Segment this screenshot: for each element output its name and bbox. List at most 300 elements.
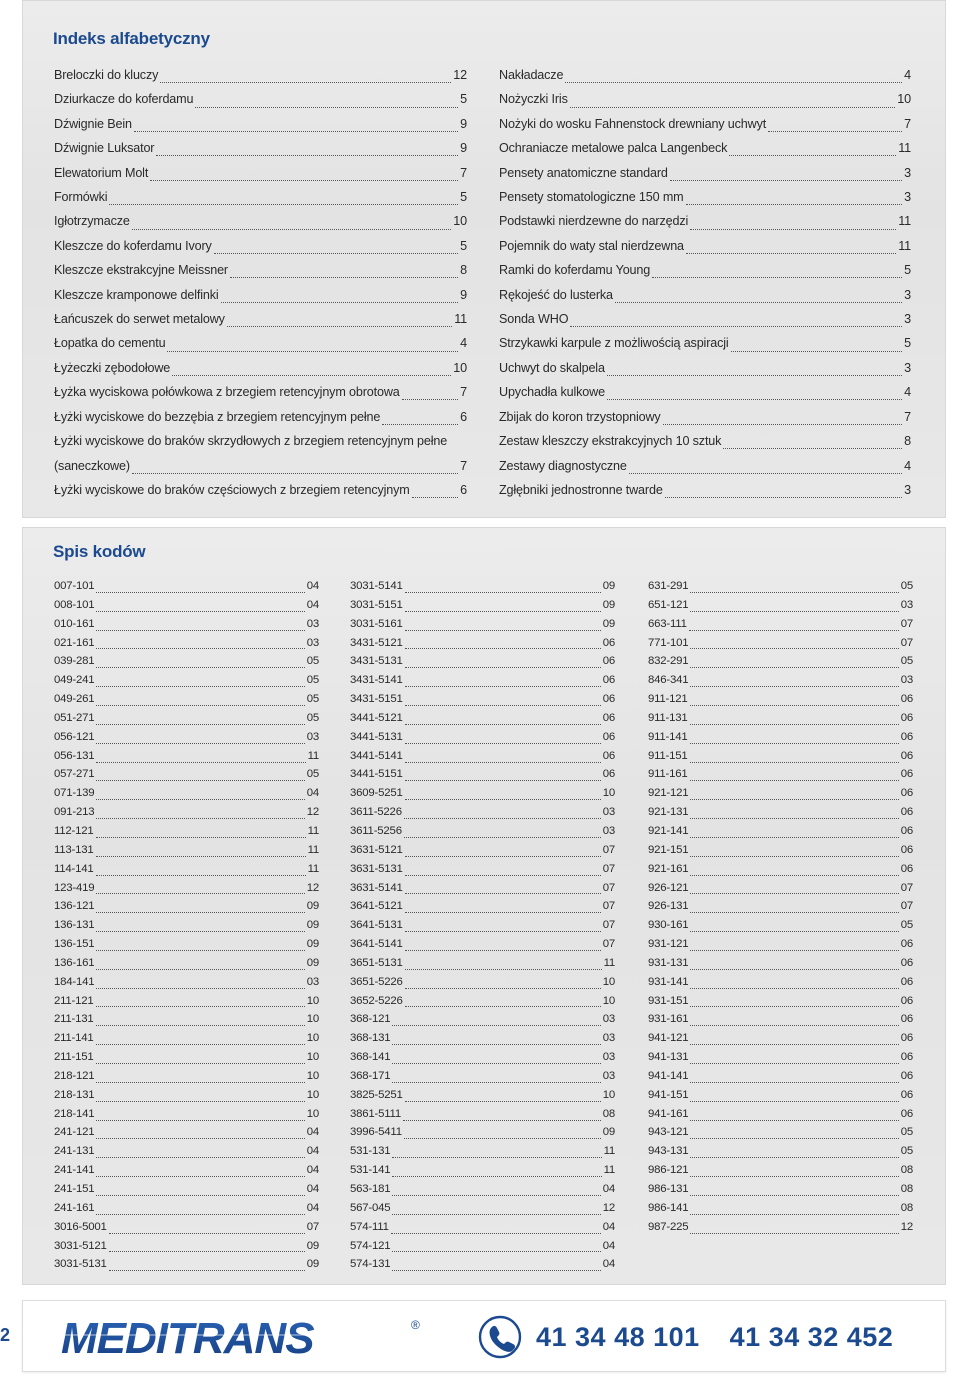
product-code: 218-141 [54, 1107, 95, 1120]
page-number: 2 [0, 1325, 11, 1345]
entry-page: 09 [306, 1239, 319, 1252]
code-entry[interactable] [350, 784, 615, 803]
product-code: 921-121 [648, 787, 689, 800]
entry-page: 08 [900, 1183, 913, 1195]
entry-page: 10 [306, 1032, 319, 1045]
code-entry[interactable] [648, 1142, 913, 1161]
entry-page: 06 [900, 693, 913, 706]
code-entry[interactable] [54, 1048, 319, 1067]
product-code: 3016-5001 [54, 1220, 107, 1233]
index-entry[interactable] [54, 356, 467, 380]
code-entry[interactable] [648, 1218, 913, 1237]
code-entry[interactable] [350, 1029, 615, 1048]
code-entry[interactable] [350, 954, 615, 973]
code-entry[interactable] [648, 615, 913, 634]
product-code: 931-151 [648, 994, 689, 1007]
code-entry[interactable] [54, 765, 319, 784]
entry-page: 09 [602, 1126, 615, 1139]
entry-page: 10 [306, 1107, 319, 1120]
dot-leader [690, 1186, 898, 1196]
entry-name: Łyżki wyciskowe do bezzębia z brzegiem retencyjnym pełne [54, 409, 381, 424]
entry-name: Pojemnik do waty stal nierdzewna [499, 238, 684, 253]
product-code: 911-141 [648, 730, 688, 743]
code-entry[interactable] [350, 577, 615, 596]
code-entry[interactable] [350, 1255, 615, 1274]
code-entry[interactable] [350, 822, 615, 841]
product-code: 3641-5121 [350, 900, 403, 913]
codes-column-2 [350, 577, 615, 1274]
index-entry[interactable] [499, 234, 911, 258]
code-entry[interactable] [54, 992, 319, 1011]
entry-page: 10 [602, 1088, 615, 1101]
entry-page: 05 [306, 674, 319, 687]
dot-leader [96, 1167, 304, 1177]
dot-leader [404, 809, 601, 819]
dot-leader [565, 71, 902, 83]
entry-page: 10 [602, 975, 615, 988]
code-entry[interactable] [54, 728, 319, 747]
product-code: 3441-5131 [350, 730, 403, 743]
entry-name: Pensety stomatologiczne 150 mm [499, 190, 684, 205]
code-entry[interactable] [350, 1048, 615, 1067]
entry-page: 06 [900, 749, 913, 762]
phone-number-2[interactable]: 41 34 32 452 [729, 1321, 894, 1352]
code-entry[interactable] [54, 822, 319, 841]
index-entry[interactable] [54, 331, 467, 355]
code-entry[interactable] [54, 1161, 319, 1180]
code-entry[interactable] [648, 728, 913, 747]
index-entry[interactable] [499, 161, 911, 185]
dot-leader [96, 1205, 304, 1215]
code-entry[interactable] [350, 1237, 615, 1256]
index-entry[interactable] [54, 478, 467, 502]
dot-leader [96, 1186, 304, 1196]
product-code: 3631-5131 [350, 862, 403, 875]
code-entry[interactable] [350, 916, 615, 935]
index-entry[interactable] [54, 185, 467, 209]
code-entry[interactable] [350, 1199, 615, 1218]
index-entry[interactable] [499, 63, 911, 87]
index-entry[interactable] [54, 112, 467, 136]
index-entry[interactable] [54, 87, 467, 111]
index-entry[interactable] [499, 283, 911, 307]
index-entry[interactable] [54, 63, 467, 87]
product-code: 931-131 [648, 956, 689, 969]
entry-page: 06 [900, 787, 913, 800]
product-code: 049-241 [54, 674, 95, 687]
entry-page: 3 [904, 165, 911, 180]
code-entry[interactable] [350, 634, 615, 653]
code-entry[interactable] [648, 671, 913, 690]
index-entry[interactable] [54, 136, 467, 160]
index-entry[interactable] [54, 258, 467, 282]
code-entry[interactable] [648, 935, 913, 954]
code-entry[interactable] [54, 671, 319, 690]
entry-page: 03 [602, 1051, 615, 1064]
entry-page: 06 [602, 655, 615, 668]
code-list-panel [22, 527, 946, 1285]
index-entry[interactable] [499, 454, 911, 478]
index-entry[interactable] [499, 331, 911, 355]
code-entry[interactable] [350, 1086, 615, 1105]
dot-leader [96, 1129, 304, 1139]
entry-page: 03 [602, 824, 615, 837]
phone-numbers [478, 1315, 893, 1359]
entry-name: Ochraniacze metalowe palca Langenbeck [499, 141, 728, 156]
index-entry[interactable] [499, 356, 911, 380]
code-entry[interactable] [350, 935, 615, 954]
code-entry[interactable] [648, 822, 913, 841]
code-entry[interactable] [54, 954, 319, 973]
dot-leader [132, 218, 452, 230]
code-entry[interactable] [648, 652, 913, 671]
dot-leader [405, 922, 601, 932]
dot-leader [405, 979, 601, 989]
product-code: 241-141 [54, 1164, 95, 1177]
entry-page: 09 [306, 1258, 319, 1271]
code-entry[interactable] [54, 596, 319, 615]
entry-page: 12 [900, 1220, 913, 1233]
index-entry[interactable] [54, 234, 467, 258]
dot-leader [405, 583, 601, 593]
dot-leader [392, 1167, 601, 1177]
entry-page: 06 [900, 956, 913, 969]
code-entry[interactable] [648, 596, 913, 615]
code-entry[interactable] [54, 1237, 319, 1256]
index-entry[interactable] [54, 283, 467, 307]
dot-leader [96, 997, 305, 1007]
code-entry[interactable] [54, 1067, 319, 1086]
dot-leader [690, 696, 899, 706]
code-entry[interactable] [648, 784, 913, 803]
code-entry[interactable] [648, 747, 913, 766]
entry-name: Nożyki do wosku Fahnenstock drewniany uchwyt [499, 116, 767, 131]
entry-name: Rękojeść do lusterka [499, 287, 613, 302]
code-entry[interactable] [54, 1199, 319, 1218]
meditrans-logo [57, 1315, 427, 1364]
dot-leader [405, 602, 601, 612]
dot-leader [392, 1054, 600, 1064]
dot-leader [96, 884, 304, 894]
code-entry[interactable] [54, 897, 319, 916]
index-entry[interactable] [54, 307, 467, 331]
index-entry[interactable] [499, 307, 911, 331]
entry-page: 06 [900, 1107, 913, 1120]
dot-leader [629, 462, 902, 474]
index-entry[interactable] [499, 429, 911, 453]
entry-page: 03 [306, 636, 319, 649]
entry-name: Dźwignie Luksator [54, 141, 155, 156]
entry-page: 04 [306, 1164, 319, 1177]
entry-page: 9 [460, 116, 467, 131]
entry-page: 11 [898, 238, 911, 253]
code-entry[interactable] [350, 690, 615, 709]
dot-leader [690, 979, 898, 989]
code-entry[interactable] [54, 784, 319, 803]
index-entry[interactable] [54, 429, 467, 478]
code-entry[interactable] [54, 1086, 319, 1105]
dot-leader [690, 734, 899, 744]
product-code: 3651-5131 [350, 956, 403, 969]
dot-leader [96, 639, 304, 649]
dot-leader [690, 790, 898, 800]
code-entry[interactable] [350, 1010, 615, 1029]
dot-leader [404, 1129, 601, 1139]
dot-leader [167, 340, 458, 352]
code-entry[interactable] [350, 860, 615, 879]
dot-leader [615, 291, 902, 303]
code-entry[interactable] [350, 841, 615, 860]
code-entry[interactable] [648, 634, 913, 653]
dot-leader [690, 847, 898, 857]
dot-leader [690, 1148, 898, 1158]
entry-page: 8 [904, 434, 911, 449]
dot-leader [96, 979, 304, 989]
dot-leader [96, 847, 306, 857]
code-entry[interactable] [54, 1010, 319, 1029]
code-entry[interactable] [54, 747, 319, 766]
index-entry[interactable] [499, 87, 911, 111]
product-code: 211-141 [54, 1032, 94, 1045]
entry-page: 10 [306, 1088, 319, 1101]
code-entry[interactable] [648, 1010, 913, 1029]
dot-leader [96, 715, 304, 725]
index-entry[interactable] [499, 380, 911, 404]
code-entry[interactable] [648, 803, 913, 822]
product-code: 211-121 [54, 994, 94, 1007]
code-entry[interactable] [350, 596, 615, 615]
code-entry[interactable] [648, 765, 913, 784]
code-entry[interactable] [648, 973, 913, 992]
product-code: 3031-5141 [350, 580, 403, 592]
product-code: 921-151 [648, 843, 689, 856]
code-entry[interactable] [648, 992, 913, 1011]
code-entry[interactable] [350, 992, 615, 1011]
product-code: 071-139 [54, 787, 95, 800]
code-entry[interactable] [648, 1161, 913, 1180]
product-code: 846-341 [648, 674, 689, 687]
entry-page: 10 [306, 1069, 319, 1082]
code-entry[interactable] [54, 1255, 319, 1274]
dot-leader [96, 828, 306, 838]
product-code: 241-121 [54, 1126, 95, 1139]
dot-leader [570, 96, 896, 108]
dot-leader [403, 1111, 601, 1121]
code-entry[interactable] [350, 1123, 615, 1142]
product-code: 3441-5151 [350, 768, 403, 781]
dot-leader [729, 144, 896, 156]
index-entry[interactable] [54, 161, 467, 185]
product-code: 986-131 [648, 1183, 689, 1195]
dot-leader [768, 120, 902, 132]
product-code: 049-261 [54, 693, 95, 706]
product-code: 986-121 [648, 1164, 689, 1177]
code-entry[interactable] [350, 1161, 615, 1180]
dot-leader [96, 1035, 305, 1045]
product-code: 039-281 [54, 655, 95, 668]
code-entry[interactable] [54, 1105, 319, 1124]
product-code: 3652-5226 [350, 994, 403, 1007]
dot-leader [96, 941, 304, 951]
code-entry[interactable] [54, 1180, 319, 1199]
index-entry[interactable] [499, 112, 911, 136]
code-entry[interactable] [350, 1218, 615, 1237]
code-entry[interactable] [54, 1123, 319, 1142]
code-entry[interactable] [54, 652, 319, 671]
dot-leader [96, 903, 304, 913]
dot-leader [96, 866, 306, 876]
code-entry[interactable] [648, 577, 913, 596]
index-entry[interactable] [499, 136, 911, 160]
index-entry[interactable] [499, 478, 911, 502]
product-code: 911-131 [648, 711, 688, 724]
code-entry[interactable] [54, 860, 319, 879]
code-entry[interactable] [648, 1029, 913, 1048]
code-entry[interactable] [648, 1105, 913, 1124]
code-entry[interactable] [350, 803, 615, 822]
index-entry[interactable] [499, 258, 911, 282]
product-code: 123-419 [54, 881, 95, 894]
entry-name: Kleszcze ekstrakcyjne Meissner [54, 263, 228, 278]
entry-page: 7 [460, 458, 467, 473]
index-entry[interactable] [499, 405, 911, 429]
dot-leader [96, 621, 304, 631]
code-entry[interactable] [350, 765, 615, 784]
code-entry[interactable] [648, 1199, 913, 1218]
product-code: 241-131 [54, 1145, 95, 1158]
product-code: 941-161 [648, 1107, 689, 1120]
code-entry[interactable] [648, 709, 913, 728]
dot-leader [96, 734, 304, 744]
code-entry[interactable] [54, 690, 319, 709]
product-code: 3431-5151 [350, 693, 403, 706]
entry-page: 04 [602, 1183, 615, 1195]
entry-name: Łyżka wyciskowa połówkowa z brzegiem retencyjnym obrotowa [54, 385, 400, 400]
code-entry[interactable] [350, 728, 615, 747]
code-entry[interactable] [54, 973, 319, 992]
entry-page: 08 [900, 1164, 913, 1177]
code-entry[interactable] [350, 1142, 615, 1161]
index-entry[interactable] [499, 185, 911, 209]
code-entry[interactable] [54, 1218, 319, 1237]
entry-page: 04 [602, 1258, 615, 1271]
code-entry[interactable] [648, 1086, 913, 1105]
entry-page: 4 [904, 385, 911, 400]
product-code: 3031-5151 [350, 598, 403, 611]
code-entry[interactable] [648, 879, 913, 898]
code-entry[interactable] [54, 709, 319, 728]
code-entry[interactable] [648, 954, 913, 973]
entry-page: 03 [602, 1013, 615, 1026]
dot-leader [109, 1242, 305, 1252]
dot-leader [405, 753, 601, 763]
code-entry[interactable] [54, 1142, 319, 1161]
code-entry[interactable] [350, 671, 615, 690]
dot-leader [109, 193, 458, 205]
entry-page: 05 [900, 1126, 913, 1139]
product-code: 021-161 [54, 636, 95, 649]
code-entry[interactable] [54, 803, 319, 822]
product-code: 631-291 [648, 580, 689, 592]
code-entry[interactable] [350, 897, 615, 916]
phone-icon [478, 1315, 522, 1359]
code-entry[interactable] [54, 841, 319, 860]
code-entry[interactable] [350, 747, 615, 766]
entry-name: Pensety anatomiczne standard [499, 165, 668, 180]
code-entry[interactable] [350, 1067, 615, 1086]
code-entry[interactable] [54, 634, 319, 653]
dot-leader [405, 941, 601, 951]
product-code: 3431-5121 [350, 636, 403, 649]
entry-page: 06 [900, 843, 913, 856]
entry-page: 06 [602, 693, 615, 706]
product-code: 986-141 [648, 1201, 689, 1214]
entry-page: 5 [460, 238, 467, 253]
product-code: 911-161 [648, 768, 688, 781]
code-entry[interactable] [54, 916, 319, 935]
code-entry[interactable] [350, 615, 615, 634]
index-entry[interactable] [54, 209, 467, 233]
code-entry[interactable] [350, 709, 615, 728]
product-code: 056-121 [54, 730, 95, 743]
entry-name: Igłotrzymacze [54, 214, 130, 229]
code-entry[interactable] [648, 1180, 913, 1199]
product-code: 941-131 [648, 1051, 689, 1064]
code-entry[interactable] [648, 1067, 913, 1086]
entry-page: 06 [900, 938, 913, 951]
product-code: 3031-5161 [350, 617, 403, 630]
entry-page: 12 [453, 68, 467, 82]
code-entry[interactable] [350, 652, 615, 671]
code-entry[interactable] [648, 860, 913, 879]
index-entry[interactable] [54, 405, 467, 429]
dot-leader [723, 437, 902, 449]
code-entry[interactable] [350, 973, 615, 992]
dot-leader [690, 809, 898, 819]
entry-page: 07 [900, 900, 913, 913]
dot-leader [690, 1224, 898, 1234]
product-code: 218-131 [54, 1088, 95, 1101]
dot-leader [96, 1111, 304, 1121]
dot-leader [404, 828, 601, 838]
code-entry[interactable] [350, 879, 615, 898]
entry-page: 07 [900, 881, 913, 894]
code-entry[interactable] [54, 1029, 319, 1048]
codes-title: Spis kodów [53, 542, 146, 561]
code-entry[interactable] [54, 935, 319, 954]
entry-page: 10 [453, 214, 467, 229]
index-entry[interactable] [499, 209, 911, 233]
code-entry[interactable] [648, 1123, 913, 1142]
index-entry[interactable] [54, 380, 467, 404]
entry-page: 10 [306, 1013, 319, 1026]
code-entry[interactable] [54, 577, 319, 596]
code-entry[interactable] [648, 690, 913, 709]
product-code: 241-151 [54, 1183, 95, 1195]
code-entry[interactable] [648, 916, 913, 935]
dot-leader [607, 364, 902, 376]
code-entry[interactable] [648, 841, 913, 860]
code-entry[interactable] [54, 879, 319, 898]
dot-leader [686, 193, 903, 205]
dot-leader [96, 1092, 304, 1102]
code-entry[interactable] [350, 1180, 615, 1199]
code-entry[interactable] [350, 1105, 615, 1124]
code-entry[interactable] [648, 1048, 913, 1067]
phone-number-1[interactable]: 41 34 48 101 [536, 1321, 700, 1352]
code-entry[interactable] [54, 615, 319, 634]
code-entry[interactable] [648, 897, 913, 916]
